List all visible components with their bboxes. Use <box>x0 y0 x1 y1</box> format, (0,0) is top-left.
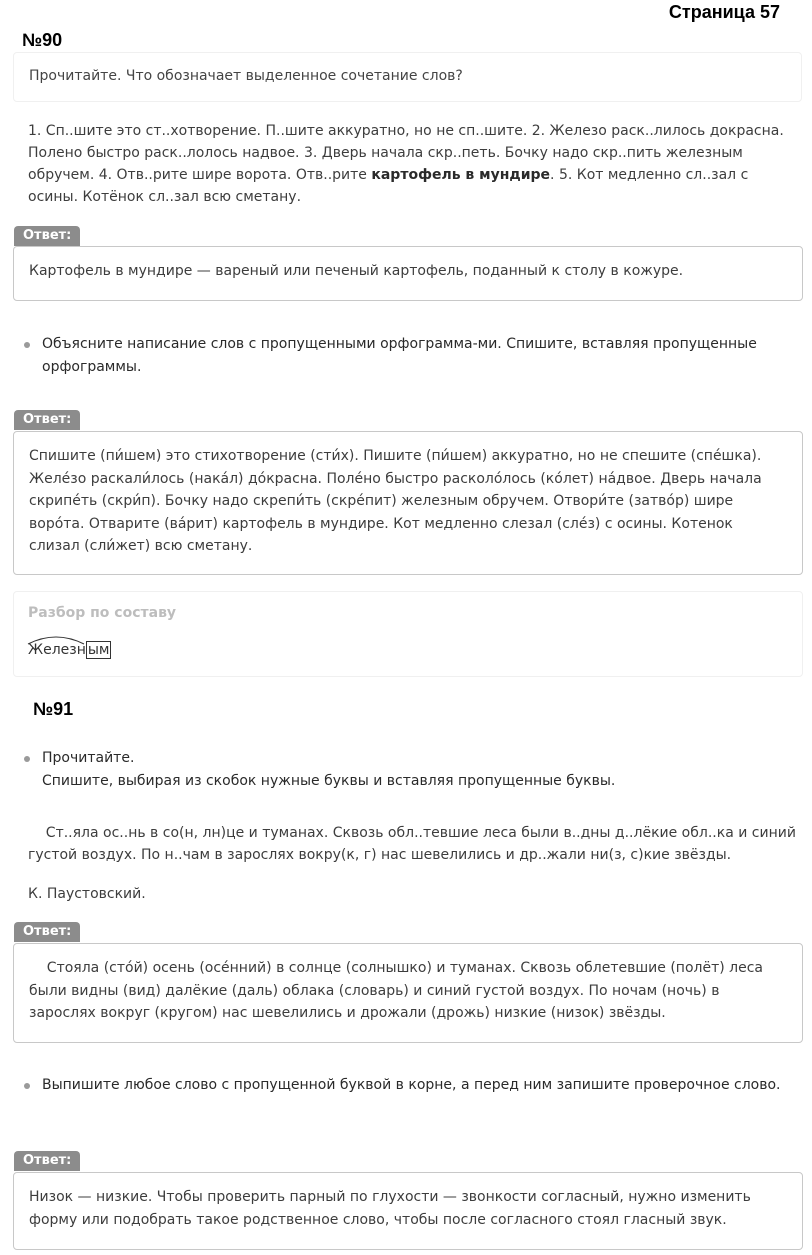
exercise-90-text-part1: 1. Сп..шите это ст..хотворение. П..шите аккуратно, но не сп..шите. 2. Железо раск..лилось докрасна. Полено быстро раск..лолось надвое. 3. Дверь начала скр..петь. Бочку надо скр..пить железным обручем. 4. Отв..рите шире ворота. Отв..рите <box>28 123 784 183</box>
answer-text-3: Стояла (сто́й) осень (осе́нний) в солнце (солнышко) и туманах. Сквозь облетевшие (полёт) леса были видны (вид) далёкие (даль) облака (словарь) и синий густой воздух. По ночам (ночь) в зарослях вокруг (кругом) нас шевелились и дрожали (дрожь) низкие (низок) звёзды. <box>29 960 763 1021</box>
answer-label-2: Ответ: <box>14 410 80 430</box>
morphology-ending: ым <box>87 642 110 658</box>
exercise-91-number: №91 <box>33 699 74 719</box>
exercise-91-task-2 <box>24 1074 784 1097</box>
answer-label-4: Ответ: <box>14 1151 80 1171</box>
morphology-analysis-box <box>13 591 803 677</box>
exercise-91-task-1-line2: Спишите, выбирая из скобок нужные буквы и вставляя пропущенные буквы. <box>42 773 616 789</box>
exercise-90-highlighted-phrase: картофель в мундире <box>371 167 551 183</box>
exercise-90-question: Прочитайте. Что обозначает выделенное сочетание слов? <box>29 68 463 84</box>
exercise-90-task-2-text: Объясните написание слов с пропущенными орфограмма-ми. Спишите, вставляя пропущенные орфограммы. <box>42 336 757 375</box>
answer-box-3 <box>13 943 803 1043</box>
answer-label-1: Ответ: <box>14 226 80 246</box>
answer-text-2: Спишите (пи́шем) это стихотворение (сти́х). Пишите (пи́шем) аккуратно, но не спешите (спе́шка). Желе́зо раскали́лось (нака́л) до́красна. Поле́но быстро расколо́лось (ко́лет) на́двое. Дверь начала скрипе́ть (скри́п). Бочку надо скрепи́ть (скре́пит) железным обручем. Отвори́те (затво́р) шире воро́та. Отварите (ва́рит) картофель в мундире. Кот медленно слезал (сле́з) с осины. Котенок слизал (сли́жет) всю сметану. <box>29 448 762 554</box>
answer-text-1: Картофель в мундире — вареный или печеный картофель, поданный к столу в кожуре. <box>29 263 684 279</box>
exercise-91-author: К. Паустовский. <box>28 886 146 902</box>
exercise-90-question-box <box>13 52 802 102</box>
answer-box-1 <box>13 246 803 301</box>
answer-label-3: Ответ: <box>14 922 80 942</box>
exercise-90-text <box>28 120 798 208</box>
morphology-analysis-title: Разбор по составу <box>28 605 177 621</box>
exercise-90-number: №90 <box>22 30 63 50</box>
exercise-91-task-2-text: Выпишите любое слово с пропущенной буквой в корне, а перед ним запишите проверочное слово. <box>42 1077 781 1093</box>
exercise-91-text: Ст..яла ос..нь в со(н, лн)це и туманах. Сквозь обл..тевшие леса были в..дны д..лёкие обл..ка и синий густой воздух. По н..чам в зарослях вокру(к, г) нас шевелились и др..жали ни(з, с)кие звёзды. <box>28 825 796 863</box>
answer-text-4: Низок — низкие. Чтобы проверить парный по глухости — звонкости согласный, нужно изменить форму или подобрать такое родственное слово, чтобы после согласного стоял гласный звук. <box>29 1189 751 1228</box>
answer-box-4 <box>13 1172 803 1250</box>
answer-box-2 <box>13 431 803 575</box>
root-arc-icon <box>26 634 86 646</box>
morphology-root: Железн <box>28 642 86 658</box>
exercise-91-task-1 <box>24 747 784 793</box>
morphology-word <box>28 642 111 658</box>
exercise-91-task-1-line1: Прочитайте. <box>42 750 135 766</box>
exercise-90-task-2 <box>24 333 784 379</box>
exercise-90-text-part2: . 5. Кот медленно сл..зал с осины. Котёнок сл..зал всю сметану. <box>28 167 749 205</box>
page-number: Страница 57 <box>668 2 780 22</box>
